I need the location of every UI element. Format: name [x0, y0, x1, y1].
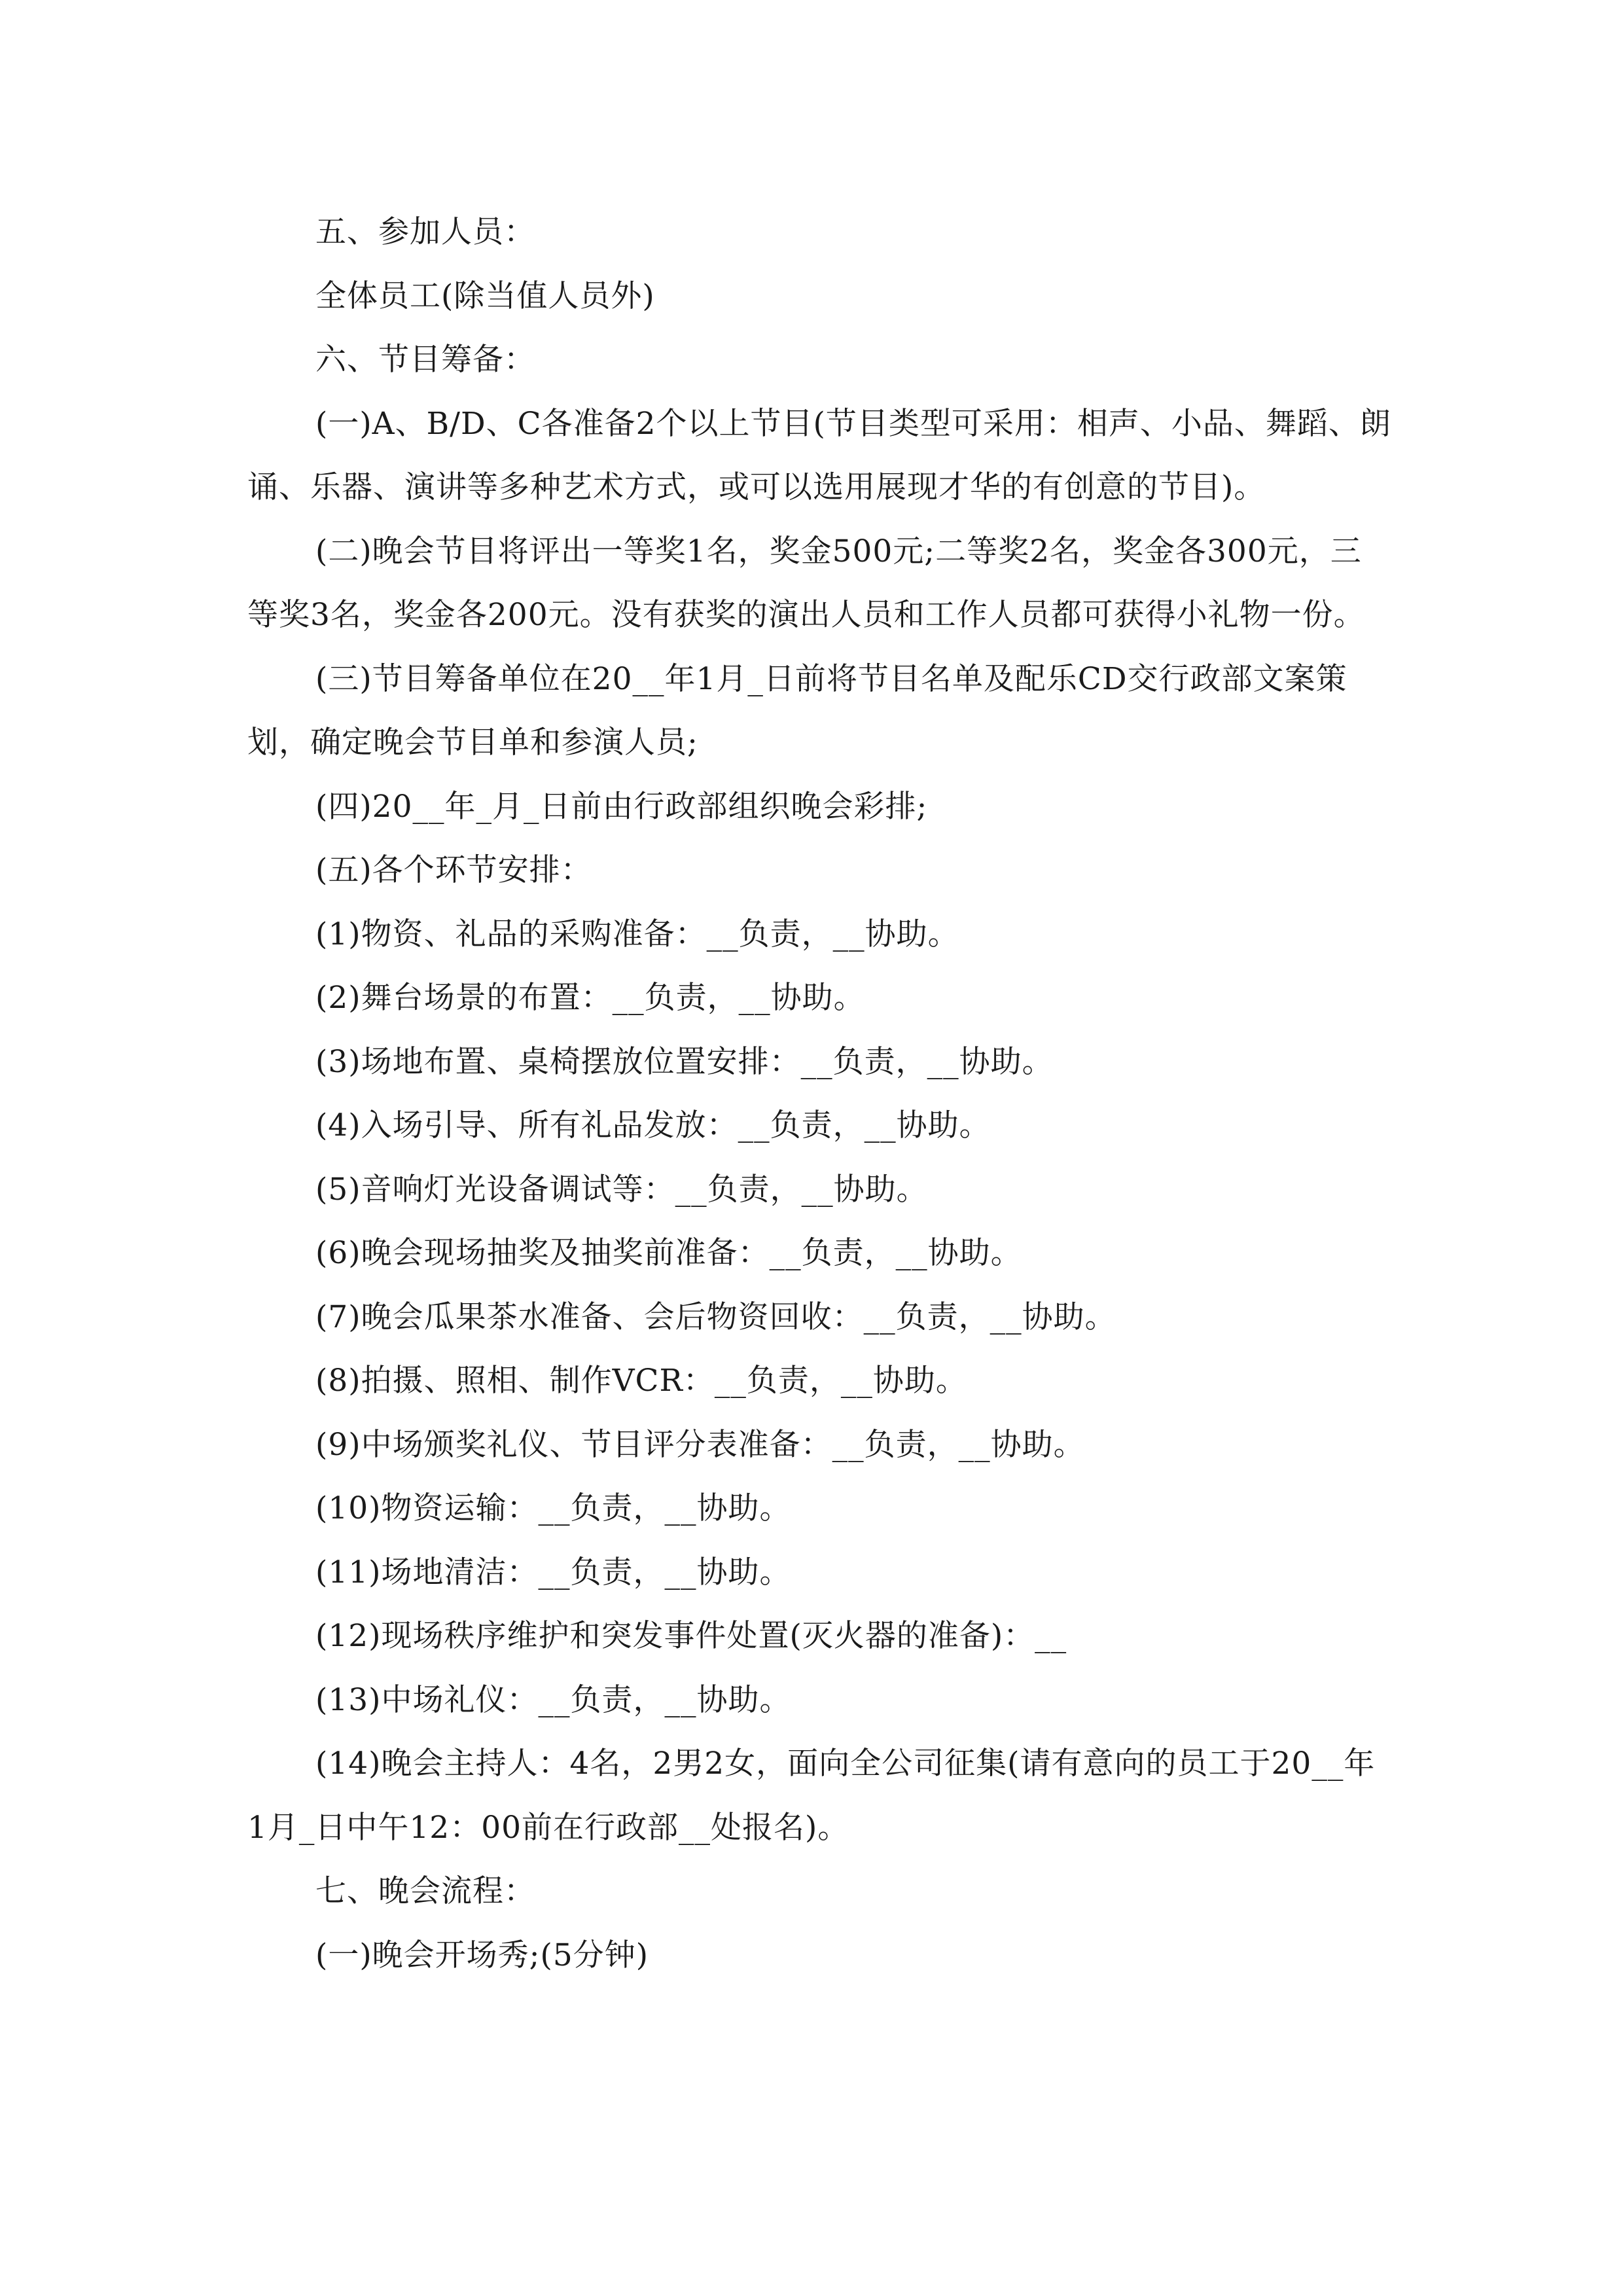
document-body: [247, 200, 1393, 1987]
section-heading-party-flow: 七、晚会流程：: [315, 1873, 535, 1909]
task-item-2: (2)舞台场景的布置：__负责，__协助。: [315, 980, 865, 1016]
participants-text: 全体员工(除当值人员外): [315, 278, 655, 314]
task-item-9: (9)中场颁奖礼仪、节目评分表准备：__负责，__协助。: [315, 1426, 1085, 1463]
program-prep-item-4: (四)20__年_月_日前由行政部组织晚会彩排;: [315, 788, 928, 825]
task-item-13: (13)中场礼仪：__负责，__协助。: [315, 1681, 791, 1718]
task-item-4: (4)入场引导、所有礼品发放：__负责，__协助。: [315, 1107, 991, 1143]
task-item-5: (5)音响灯光设备调试等：__负责，__协助。: [315, 1171, 928, 1208]
program-prep-item-2: (二)晚会节目将评出一等奖1名，奖金500元;二等奖2名，奖金各300元，三等奖3名，奖金各200元。没有获奖的演出人员和工作人员都可获得小礼物一份。: [247, 533, 1365, 633]
program-prep-item-5: (五)各个环节安排：: [315, 852, 592, 888]
task-item-3: (3)场地布置、桌椅摆放位置安排：__负责，__协助。: [315, 1043, 1054, 1080]
task-item-12: (12)现场秩序维护和突发事件处置(灭火器的准备)：__: [315, 1618, 1067, 1654]
party-flow-item-1: (一)晚会开场秀;(5分钟): [315, 1937, 649, 1973]
program-prep-item-1: (一)A、B/D、C各准备2个以上节目(节目类型可采用：相声、小品、舞蹈、朗诵、乐器、演讲等多种艺术方式，或可以选用展现才华的有创意的节目)。: [247, 405, 1391, 505]
task-item-11: (11)场地清洁：__负责，__协助。: [315, 1554, 791, 1590]
task-item-1: (1)物资、礼品的采购准备：__负责，__协助。: [315, 916, 959, 952]
section-heading-participants: 五、参加人员：: [315, 214, 535, 250]
task-item-10: (10)物资运输：__负责，__协助。: [315, 1490, 791, 1526]
task-item-6: (6)晚会现场抽奖及抽奖前准备：__负责，__协助。: [315, 1235, 1022, 1271]
task-item-7: (7)晚会瓜果茶水准备、会后物资回收：__负责，__协助。: [315, 1299, 1116, 1335]
section-heading-program-prep: 六、节目筹备：: [315, 342, 535, 378]
program-prep-item-3: (三)节目筹备单位在20__年1月_日前将节目名单及配乐CD交行政部文案策划，确定晚会节目单和参演人员;: [247, 660, 1347, 761]
task-item-14: (14)晚会主持人：4名，2男2女，面向全公司征集(请有意向的员工于20__年1月_日中午12：00前在行政部__处报名)。: [247, 1746, 1376, 1846]
task-item-8: (8)拍摄、照相、制作VCR：__负责，__协助。: [315, 1363, 967, 1399]
